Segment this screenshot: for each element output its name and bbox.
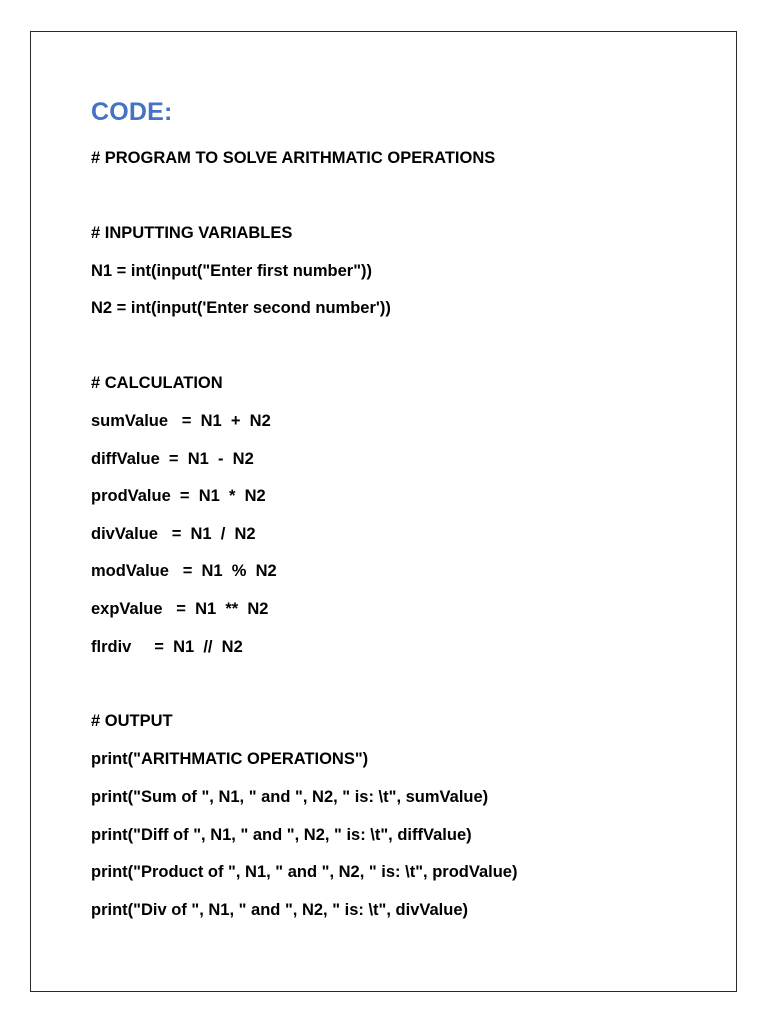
code-heading: CODE: xyxy=(91,98,173,126)
code-line-flrdiv: flrdiv = N1 // N2 xyxy=(91,638,243,656)
code-line-print-prod: print("Product of ", N1, " and ", N2, " is: \t", prodValue) xyxy=(91,863,518,881)
code-line-div: divValue = N1 / N2 xyxy=(91,525,256,543)
code-line-print-sum: print("Sum of ", N1, " and ", N2, " is: \t", sumValue) xyxy=(91,788,489,806)
code-line-print-div: print("Div of ", N1, " and ", N2, " is: \t", divValue) xyxy=(91,901,468,919)
code-line-n2: N2 = int(input('Enter second number')) xyxy=(91,299,391,317)
document-page xyxy=(30,31,737,992)
code-line-print-title: print("ARITHMATIC OPERATIONS") xyxy=(91,750,369,768)
code-comment-output: # OUTPUT xyxy=(91,712,173,730)
code-line-exp: expValue = N1 ** N2 xyxy=(91,600,269,618)
code-comment-calculation: # CALCULATION xyxy=(91,374,223,392)
code-line-n1: N1 = int(input("Enter first number")) xyxy=(91,262,373,280)
code-comment-inputting: # INPUTTING VARIABLES xyxy=(91,224,293,242)
code-line-mod: modValue = N1 % N2 xyxy=(91,562,277,580)
code-line-diff: diffValue = N1 - N2 xyxy=(91,450,254,468)
code-line-prod: prodValue = N1 * N2 xyxy=(91,487,266,505)
code-comment-program: # PROGRAM TO SOLVE ARITHMATIC OPERATIONS xyxy=(91,149,496,167)
code-line-sum: sumValue = N1 + N2 xyxy=(91,412,271,430)
code-line-print-diff: print("Diff of ", N1, " and ", N2, " is: \t", diffValue) xyxy=(91,826,472,844)
